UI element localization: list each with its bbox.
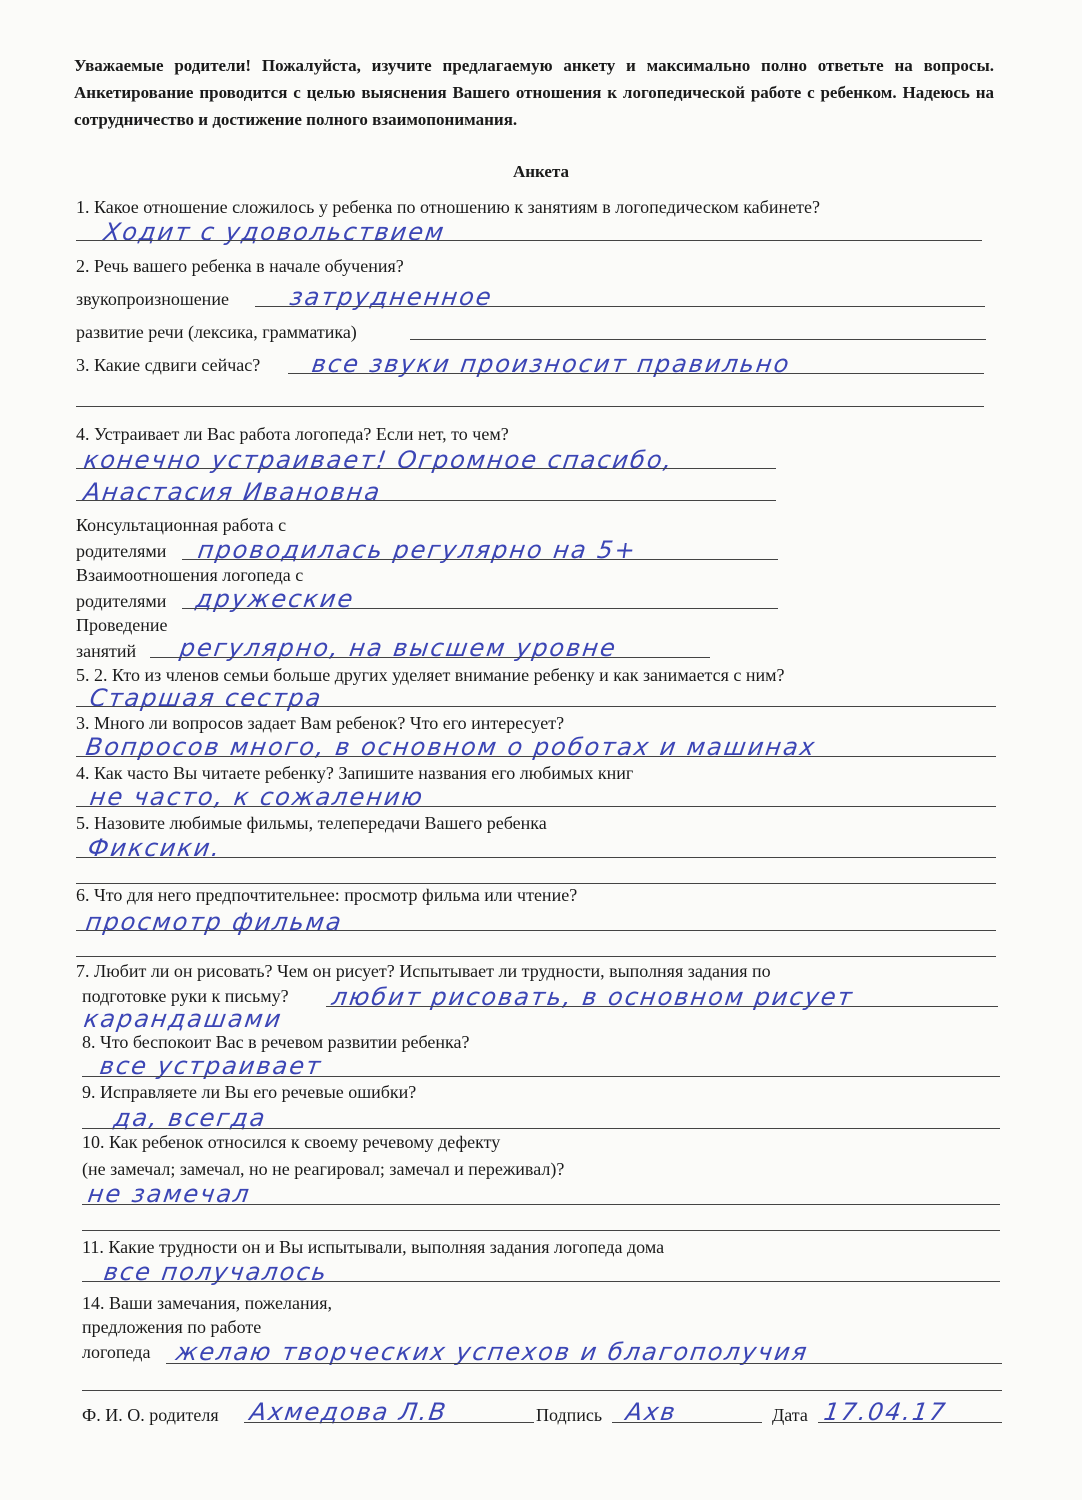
question-6: 6. Что для него предпочтительнее: просмотр фильма или чтение? <box>76 885 578 905</box>
answer-line <box>82 1204 1000 1205</box>
answer-line <box>76 756 996 757</box>
relation-answer: дружеские <box>194 585 357 613</box>
consult-label: Консультационная работа с <box>76 515 287 535</box>
answer-line <box>182 608 778 609</box>
answer-4b: не часто, к сожалению <box>88 783 426 811</box>
signature-label: Подпись <box>536 1405 603 1425</box>
answer-5b: Фиксики. <box>86 834 224 862</box>
answer-14: желаю творческих успехов и благополучия <box>174 1338 811 1366</box>
answer-line <box>818 1422 1002 1423</box>
question-10-line-2: (не замечал; замечал, но не реагировал; замечал и переживал)? <box>82 1159 565 1179</box>
answer-line <box>612 1422 762 1423</box>
answer-7-line-2: карандашами <box>82 1005 285 1033</box>
question-2: 2. Речь вашего ребенка в начале обучения? <box>76 256 404 276</box>
question-3: 3. Какие сдвиги сейчас? <box>76 355 261 375</box>
answer-line <box>76 406 984 407</box>
answer-line <box>182 559 778 560</box>
answer-line <box>82 1390 1002 1391</box>
answer-line <box>244 1422 534 1423</box>
answer-line <box>76 500 776 501</box>
answer-6: просмотр фильма <box>84 908 345 936</box>
question-14-line-3: логопеда <box>82 1342 151 1362</box>
question-9: 9. Исправляете ли Вы его речевые ошибки? <box>82 1082 417 1102</box>
lessons-answer: регулярно, на высшем уровне <box>178 634 619 662</box>
consult-answer: проводилась регулярно на 5+ <box>196 536 639 564</box>
speech-label: развитие речи (лексика, грамматика) <box>76 322 357 342</box>
question-5-2: 5. 2. Кто из членов семьи больше других уделяет внимание ребенку и как занимается с ним? <box>76 665 785 685</box>
consult-label-2: родителями <box>76 541 167 561</box>
answer-line <box>326 1006 998 1007</box>
question-11: 11. Какие трудности он и Вы испытывали, выполняя задания логопеда дома <box>82 1237 665 1257</box>
intro-text: Уважаемые родители! Пожалуйста, изучите предлагаемую анкету и максимально полно ответьте на вопросы. Анкетирование проводится с целью выяснения Вашего отношения к логопедической работе с ребенком. Надеюсь на сотрудничество и достижение полного взаимопонимания. <box>74 56 994 129</box>
answer-10: не замечал <box>86 1180 253 1208</box>
question-10: 10. Как ребенок относился к своему речевому дефекту <box>82 1132 501 1152</box>
answer-11: все получалось <box>102 1258 330 1286</box>
question-4b: 4. Как часто Вы читаете ребенку? Запишите названия его любимых книг <box>76 763 634 783</box>
answer-line <box>76 930 996 931</box>
date-label: Дата <box>772 1405 808 1425</box>
answer-line <box>76 468 776 469</box>
answer-8: все устраивает <box>98 1052 325 1080</box>
answer-line <box>76 706 996 707</box>
question-7-line-2: подготовке руки к письму? <box>82 986 289 1006</box>
answer-5-2: Старшая сестра <box>88 684 325 712</box>
question-14: 14. Ваши замечания, пожелания, <box>82 1293 332 1313</box>
question-4: 4. Устраивает ли Вас работа логопеда? Если нет, то чем? <box>76 424 509 444</box>
question-3b: 3. Много ли вопросов задает Вам ребенок? Что его интересует? <box>76 713 565 733</box>
lessons-label: Проведение <box>76 615 168 635</box>
signature: Ахв <box>624 1398 679 1426</box>
parent-name-answer: Ахмедова Л.В <box>248 1398 450 1426</box>
answer-3b: Вопросов много, в основном о роботах и машинах <box>84 733 819 761</box>
answer-line <box>255 306 985 307</box>
question-5b: 5. Назовите любимые фильмы, телепередачи Вашего ребенка <box>76 813 547 833</box>
answer-line <box>82 1128 1000 1129</box>
page-title: Анкета <box>512 162 570 181</box>
answer-line <box>166 1363 1002 1364</box>
answer-line <box>150 657 710 658</box>
answer-9: да, всегда <box>112 1104 269 1132</box>
answer-line <box>288 373 984 374</box>
question-7: 7. Любит ли он рисовать? Чем он рисует? Испытывает ли трудности, выполняя задания по <box>76 961 771 981</box>
answer-4-line-1: конечно устраивает! Огромное спасибо, <box>82 446 676 474</box>
answer-4-line-2: Анастасия Ивановна <box>82 478 384 506</box>
answer-3: все звуки произносит правильно <box>310 350 793 378</box>
answer-line <box>82 1281 1000 1282</box>
answer-line <box>410 339 986 340</box>
sound-answer: затрудненное <box>288 283 495 311</box>
answer-line <box>76 806 996 807</box>
answer-line <box>82 1230 1000 1231</box>
lessons-label-2: занятий <box>76 641 137 661</box>
answer-line <box>76 956 996 957</box>
question-14-line-2: предложения по работе <box>82 1317 262 1337</box>
answer-line <box>76 240 982 241</box>
relation-label-2: родителями <box>76 591 167 611</box>
question-8: 8. Что беспокоит Вас в речевом развитии ребенка? <box>82 1032 470 1052</box>
answer-1: Ходит с удовольствием <box>102 218 448 246</box>
answer-7-line-1: любит рисовать, в основном рисует <box>330 983 856 1011</box>
answer-line <box>76 857 996 858</box>
relation-label: Взаимоотношения логопеда с <box>76 565 304 585</box>
sound-label: звукопроизношение <box>76 289 229 309</box>
parent-name-label: Ф. И. О. родителя <box>82 1405 219 1425</box>
date-answer: 17.04.17 <box>822 1398 949 1426</box>
question-1: 1. Какое отношение сложилось у ребенка по отношению к занятиям в логопедическом кабинете? <box>76 197 820 217</box>
answer-line <box>82 1076 1000 1077</box>
